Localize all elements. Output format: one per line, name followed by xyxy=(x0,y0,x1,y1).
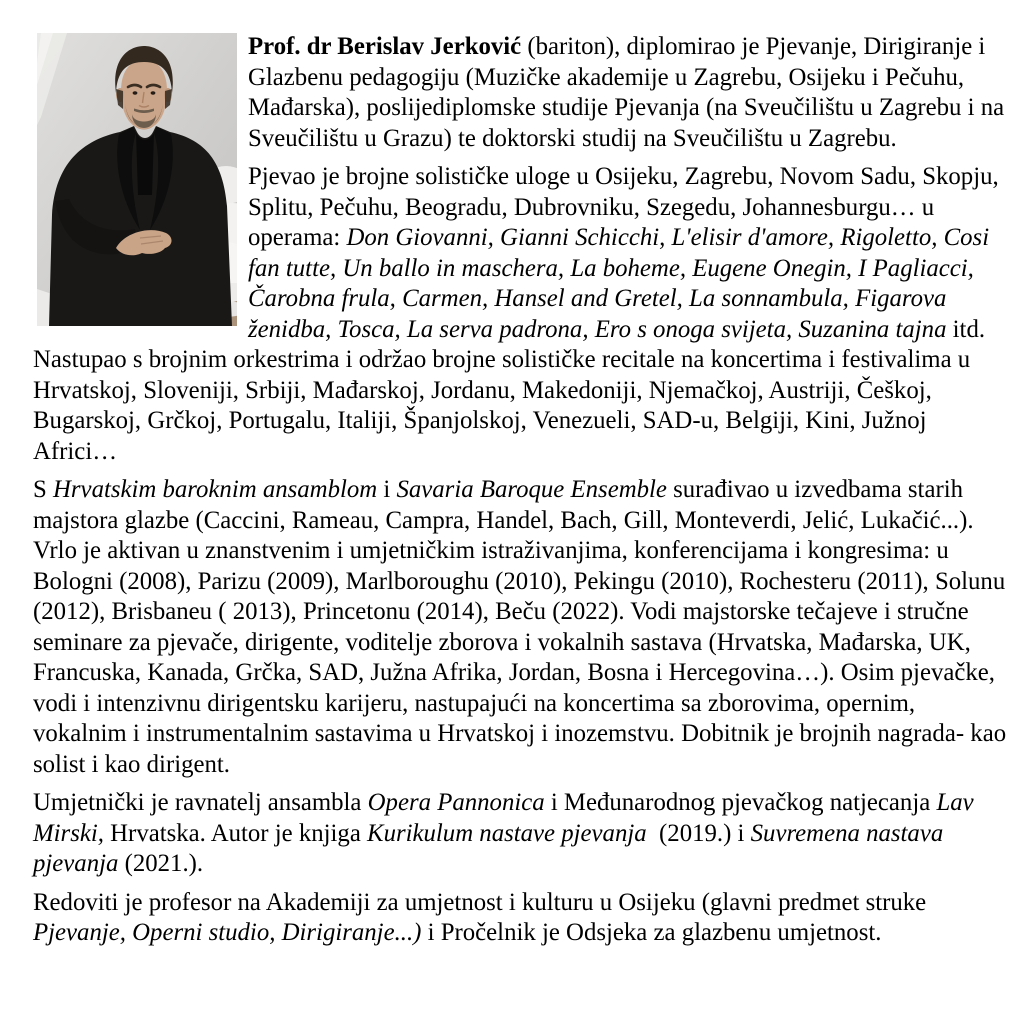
roles-text: Pjevao je brojne solističke uloge u Osijeku, Zagrebu, Novom Sadu, Skopju, Splitu, Pečuhu, Beogradu, Dubrovniku, Szegedu, Johannesburgu… u operama: xyxy=(248,163,1005,251)
concerts-text: itd. Nastupao s brojnim orkestrima i održao brojne solističke recitale na koncertima i festivalima u Hrvatskoj, Sloveniji, Srbiji, Mađarskoj, Jordanu, Makedoniji, Njemačkoj, Austriji, Češkoj, Bugarskoj, Grčkoj, Portugalu, Italiji, Španjolskoj, Venezueli, SAD-u, Belgiji, Kini, Južnoj Africi… xyxy=(33,315,992,465)
intro-text: (bariton), diplomirao je Pjevanje, Dirigiranje i Glazbenu pedagogiju (Muzičke akademije u Zagrebu, Osijeku i Pečuhu, Mađarska), poslijediplomske studije Pjevanja (na Sveučilištu u Zagrebu i na Sveučilištu u Grazu) te doktorski studij na Sveučilištu u Zagrebu. xyxy=(248,33,1011,152)
portrait-photo-illustration xyxy=(37,33,237,326)
bio-paragraph-collaborations xyxy=(33,475,1013,780)
portrait-photo xyxy=(37,33,237,326)
book-title-2: Suvremena nastava pjevanja xyxy=(33,819,950,877)
ensemble-opera-pannonica: Opera Pannonica xyxy=(367,789,545,816)
director-mid-1: i Međunarodnog pjevačkog natjecanja xyxy=(544,789,937,816)
bio-paragraph-director xyxy=(33,788,1010,880)
collab-text: surađivao u izvedbama starih majstora glazbe (Caccini, Rameau, Campra, Handel, Bach, Gill, Monteverdi, Jelić, Lukačić...). Vrlo je aktivan u znanstvenim i umjetničkim istraživanjima, konferencijama i kongresima: u Bologni (2008), Parizu (2009), Marlboroughu (2010), Pekingu (2010), Rochesteru (2011), Solunu (2012), Brisbaneu ( 2013), Princetonu (2014), Beču (2022). Vodi majstorske tečajeve i stručne seminare za pjevače, dirigente, voditelje zborova i vokalnih sastava (Hrvatska, Mađarska, UK, Francuska, Kanada, Grčka, SAD, Južna Afrika, Jordan, Bosna i Hercegovina…). Osim pjevačke, vodi i intenzivnu dirigentsku karijeru, nastupajući na koncertima sa zborovima, opernim, vokalnim i instrumentalnim sastavima u Hrvatskoj i inozemstvu. Dobitnik je brojnih nagrada- kao solist i kao dirigent. xyxy=(33,476,1013,778)
opera-titles: Don Giovanni, Gianni Schicchi, L'elisir d'amore, Rigoletto, Cosi fan tutte, Un ballo in maschera, La boheme, Eugene Onegin, I Pagliacci, Čarobna frula, Carmen, Hansel and Gretel, La sonnambula, Figarova ženidba, Tosca, La serva padrona, Ero s onoga svijeta, Suzanina tajna xyxy=(248,224,996,343)
collab-lead: S xyxy=(33,476,53,503)
ensemble-name-2: Savaria Baroque Ensemble xyxy=(396,476,667,503)
professor-lead: Redoviti je profesor na Akademiji za umjetnost i kulturu u Osijeku (glavni predmet struke xyxy=(33,888,933,916)
director-mid-3: (2019.) i xyxy=(646,819,751,847)
book-title-1: Kurikulum nastave pjevanja xyxy=(367,819,647,847)
professor-end: i Pročelnik je Odsjeka za glazbenu umjetnost. xyxy=(421,919,882,946)
collab-conj: i xyxy=(377,476,397,503)
bio-paragraph-professor xyxy=(33,888,1010,949)
person-name: Prof. dr Berislav Jerković xyxy=(248,33,522,60)
ensemble-name-1: Hrvatskim baroknim ansamblom xyxy=(53,476,378,503)
competition-lav-mirski: Lav Mirski, xyxy=(33,789,980,847)
director-mid-2: Hrvatska. Autor je knjiga xyxy=(103,819,368,847)
director-lead: Umjetnički je ravnatelj ansambla xyxy=(33,789,368,816)
subjects-list: Pjevanje, Operni studio, Dirigiranje...) xyxy=(33,919,422,946)
director-end: (2021.). xyxy=(118,850,204,877)
